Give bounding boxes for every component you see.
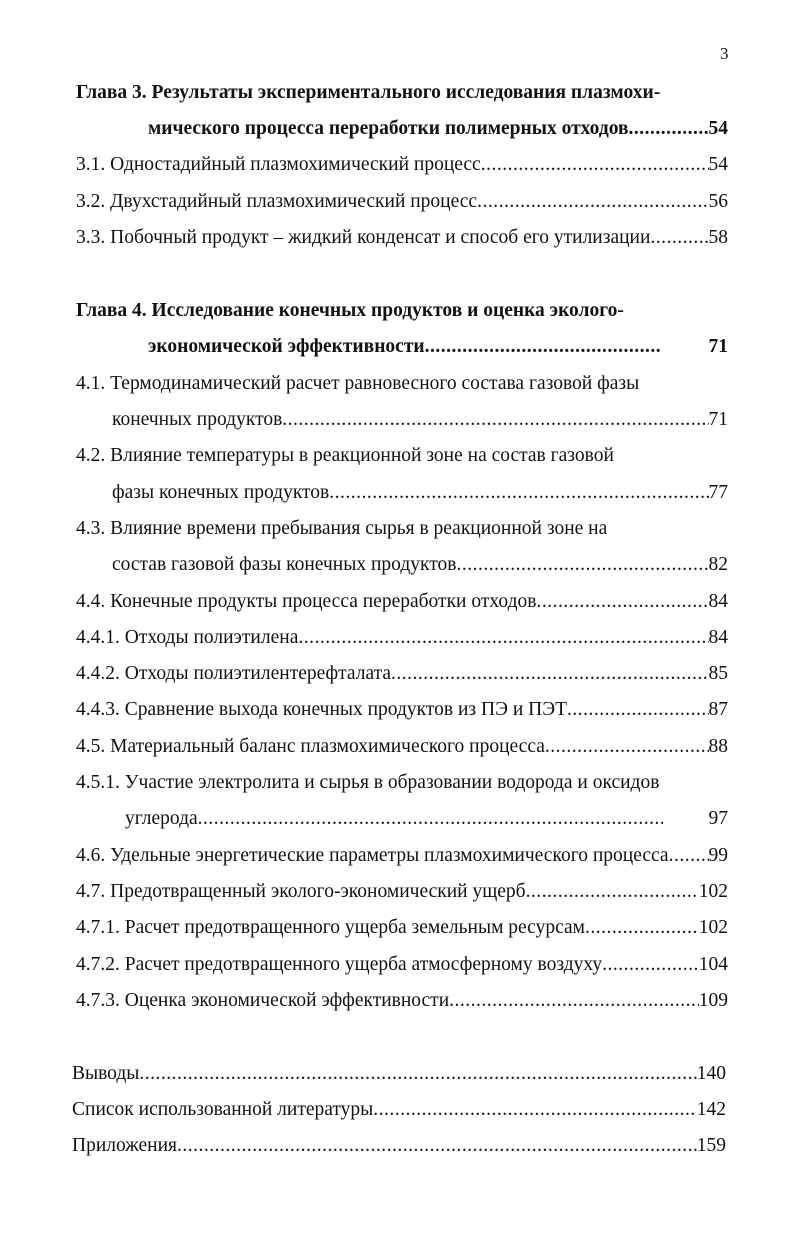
- toc-dot-leader: [602, 952, 699, 978]
- toc-page-number: 54: [708, 154, 728, 175]
- toc-dot-leader: [669, 843, 709, 869]
- toc-entry: [76, 697, 728, 723]
- toc-dot-leader: [425, 334, 661, 360]
- toc-entry-text: 4.5. Материальный баланс плазмохимического процесса: [76, 736, 545, 757]
- toc-page-number: 84: [708, 591, 728, 612]
- toc-entry-text: 4.4.1. Отходы полиэтилена: [76, 627, 299, 648]
- page-number: 3: [720, 44, 729, 63]
- toc-page-number: 54: [708, 118, 728, 139]
- toc-entry: [76, 915, 728, 941]
- toc-entry-text: 4.7. Предотвращенный эколого-экономический ущерб: [76, 881, 526, 902]
- toc-dot-leader: [536, 589, 708, 615]
- toc-entry-text: фазы конечных продуктов: [112, 482, 330, 503]
- toc-entry: [76, 152, 728, 178]
- toc-page-number: 109: [698, 990, 728, 1011]
- toc-entry: [76, 371, 639, 397]
- toc-page-number: 71: [708, 336, 728, 357]
- toc-entry-text: 4.7.2. Расчет предотвращенного ущерба атмосферному воздуху: [76, 954, 603, 975]
- toc-dot-leader: [449, 988, 699, 1014]
- toc-entry: [76, 988, 728, 1014]
- toc-entry-text: Приложения: [72, 1135, 177, 1156]
- toc-dot-leader: [456, 552, 708, 578]
- toc-entry-text: 4.6. Удельные энергетические параметры плазмохимического процесса: [76, 845, 669, 866]
- toc-dot-leader: [329, 480, 708, 506]
- toc-page-number: 104: [698, 954, 728, 975]
- toc-chapter-heading: [76, 298, 624, 324]
- toc-entry-text: состав газовой фазы конечных продуктов: [112, 554, 457, 575]
- toc-entry-text: экономической эффективности: [148, 336, 425, 357]
- toc-page-number: 88: [708, 736, 728, 757]
- toc-page-number: 85: [708, 663, 728, 684]
- toc-entry-text: Список использованной литературы: [72, 1099, 374, 1120]
- toc-dot-leader: [139, 1061, 696, 1087]
- toc-entry-text: Глава 3. Результаты экспериментального исследования плазмохи-: [76, 82, 661, 103]
- toc-page-number: 140: [696, 1063, 726, 1084]
- toc-entry-text: 4.1. Термодинамический расчет равновесного состава газовой фазы: [76, 373, 640, 394]
- toc-dot-leader: [650, 225, 708, 251]
- toc-entry: [76, 661, 728, 687]
- toc-entry: [112, 407, 728, 433]
- toc-entry-text: углерода: [125, 808, 198, 829]
- toc-page-number: 142: [696, 1099, 726, 1120]
- toc-page-number: 84: [708, 627, 728, 648]
- toc-entry-text: 3.1. Одностадийный плазмохимический процесс: [76, 154, 481, 175]
- toc-page-number: 102: [698, 917, 728, 938]
- toc-entry: [76, 589, 728, 615]
- toc-entry: [72, 1061, 726, 1087]
- toc-entry-text: 4.4. Конечные продукты процесса переработки отходов: [76, 591, 537, 612]
- toc-entry: [76, 770, 659, 796]
- toc-entry: [76, 879, 728, 905]
- toc-entry-text: Глава 4. Исследование конечных продуктов и оценка эколого-: [76, 300, 624, 321]
- toc-entry: [76, 516, 607, 542]
- toc-entry-text: 4.7.3. Оценка экономической эффективности: [76, 990, 450, 1011]
- toc-entry: [76, 625, 728, 651]
- toc-dot-leader: [177, 1133, 697, 1159]
- toc-entry: [112, 552, 728, 578]
- toc-page-number: 82: [708, 554, 728, 575]
- toc-entry-text: 3.2. Двухстадийный плазмохимический процесс: [76, 191, 478, 212]
- toc-entry: [76, 225, 728, 251]
- toc-dot-leader: [567, 697, 708, 723]
- toc-dot-leader: [585, 915, 699, 941]
- toc-dot-leader: [477, 189, 708, 215]
- toc-entry: [148, 116, 728, 142]
- toc-dot-leader: [526, 879, 699, 905]
- toc-entry: [76, 189, 728, 215]
- toc-dot-leader: [545, 734, 709, 760]
- toc-entry: [125, 806, 728, 832]
- toc-dot-leader: [481, 152, 709, 178]
- toc-dot-leader: [198, 806, 663, 832]
- toc-entry: [76, 952, 728, 978]
- toc-entry: [148, 334, 728, 360]
- toc-entry-text: Выводы: [72, 1063, 140, 1084]
- toc-entry: [72, 1097, 726, 1123]
- toc-page-number: 97: [708, 808, 728, 829]
- toc-entry-text: 4.3. Влияние времени пребывания сырья в реакционной зоне на: [76, 518, 608, 539]
- toc-page-number: 77: [708, 482, 728, 503]
- toc-entry-text: 4.7.1. Расчет предотвращенного ущерба земельным ресурсам: [76, 917, 585, 938]
- toc-entry-text: 3.3. Побочный продукт – жидкий конденсат и способ его утилизации: [76, 227, 651, 248]
- toc-entry: [76, 734, 728, 760]
- toc-dot-leader: [373, 1097, 696, 1123]
- toc-dot-leader: [298, 625, 708, 651]
- toc-page-number: 99: [708, 845, 728, 866]
- toc-entry-text: мического процесса переработки полимерных отходов: [148, 118, 629, 139]
- toc-entry: [72, 1133, 726, 1159]
- toc-page-number: 71: [708, 409, 728, 430]
- toc-dot-leader: [391, 661, 708, 687]
- toc-chapter-heading: [76, 80, 660, 106]
- toc-entry: [76, 843, 728, 869]
- toc-entry-text: 4.4.3. Сравнение выхода конечных продуктов из ПЭ и ПЭТ: [76, 699, 568, 720]
- toc-page-number: 56: [708, 191, 728, 212]
- toc-entry-text: 4.4.2. Отходы полиэтилентерефталата: [76, 663, 392, 684]
- toc-page-number: 159: [696, 1135, 726, 1156]
- toc-entry-text: 4.5.1. Участие электролита и сырья в образовании водорода и оксидов: [76, 772, 660, 793]
- toc-page-number: 87: [708, 699, 728, 720]
- toc-entry: [112, 480, 728, 506]
- toc-entry-text: конечных продуктов: [112, 409, 283, 430]
- toc-entry-text: 4.2. Влияние температуры в реакционной зоне на состав газовой: [76, 445, 614, 466]
- toc-dot-leader: [282, 407, 708, 433]
- toc-page-number: 58: [708, 227, 728, 248]
- toc-dot-leader: [629, 116, 709, 142]
- toc-entry: [76, 443, 614, 469]
- toc-page-number: 102: [698, 881, 728, 902]
